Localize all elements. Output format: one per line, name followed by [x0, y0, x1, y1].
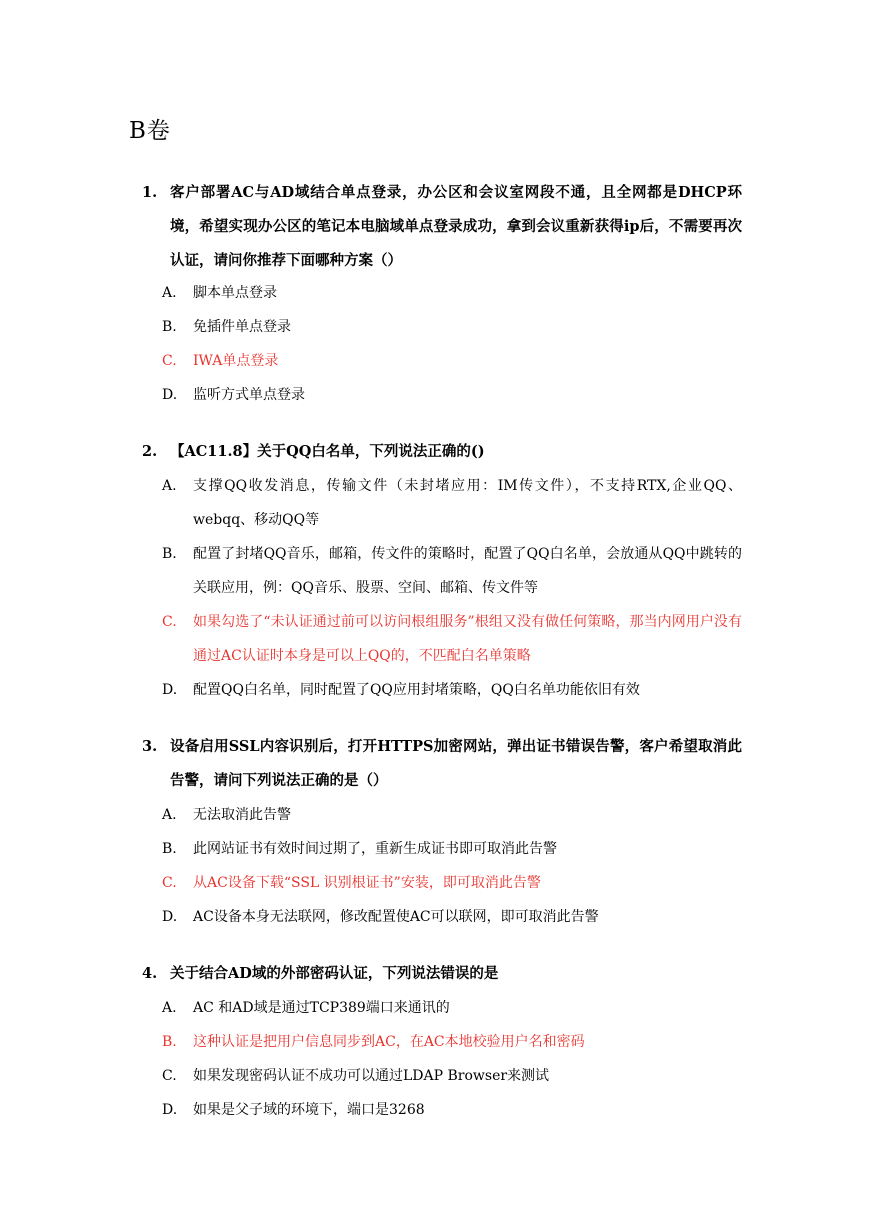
option-c-correct: [162, 866, 742, 900]
option-text: 脚本单点登录: [193, 285, 277, 301]
option-letter: D.: [162, 1102, 178, 1118]
option-letter: A.: [162, 285, 177, 301]
option-text: 此网站证书有效时间过期了，重新生成证书即可取消此告警: [193, 841, 557, 857]
question-number: 3.: [142, 738, 158, 755]
question-text: 【AC11.8】关于QQ白名单，下列说法正确的(): [170, 443, 485, 460]
option-text: 如果是父子域的环境下，端口是3268: [193, 1102, 425, 1118]
option-letter: D.: [162, 909, 178, 925]
option-c-correct: [162, 605, 742, 673]
option-letter: A.: [162, 478, 177, 494]
option-d: [162, 900, 742, 934]
option-text: 无法取消此告警: [193, 807, 291, 823]
option-text: 如果发现密码认证不成功可以通过LDAP Browser来测试: [193, 1068, 550, 1084]
option-text: 配置了封堵QQ音乐，邮箱，传文件的策略时，配置了QQ白名单，会放通从QQ中跳转的关联应用，例：QQ音乐、股票、空间、邮箱、传文件等: [193, 546, 742, 596]
option-b-correct: [162, 1025, 742, 1059]
question-number: 4.: [142, 965, 158, 982]
option-letter: A.: [162, 807, 177, 823]
question-3: [142, 730, 742, 798]
question-number: 1.: [142, 184, 158, 201]
option-a: [162, 798, 742, 832]
option-letter: A.: [162, 1000, 177, 1016]
option-d: [162, 378, 742, 412]
option-b: [162, 537, 742, 605]
option-text: 支撑QQ收发消息，传输文件（未封堵应用：IM传文件），不支持RTX,企业QQ、webqq、移动QQ等: [193, 478, 742, 528]
option-text: 如果勾选了“未认证通过前可以访问根组服务”根组又没有做任何策略，那当内网用户没有通过AC认证时本身是可以上QQ的，不匹配白名单策略: [193, 614, 742, 664]
paper-title: B卷: [129, 118, 171, 144]
question-text: 关于结合AD域的外部密码认证，下列说法错误的是: [170, 965, 499, 982]
option-text: 免插件单点登录: [193, 319, 291, 335]
option-b: [162, 832, 742, 866]
question-text: 设备启用SSL内容识别后，打开HTTPS加密网站，弹出证书错误告警，客户希望取消此告警，请问下列说法正确的是（）: [170, 738, 742, 789]
question-1: [142, 176, 742, 278]
question-2: [142, 435, 742, 469]
option-text: AC设备本身无法联网，修改配置使AC可以联网，即可取消此告警: [193, 909, 599, 925]
option-letter: B.: [162, 841, 177, 857]
option-text: 监听方式单点登录: [193, 387, 305, 403]
question-4: [142, 957, 742, 991]
option-d: [162, 1093, 742, 1127]
option-a: [162, 469, 742, 537]
option-a: [162, 991, 742, 1025]
option-letter: C.: [162, 1068, 177, 1084]
question-text: 客户部署AC与AD域结合单点登录，办公区和会议室网段不通，且全网都是DHCP环境，希望实现办公区的笔记本电脑域单点登录成功，拿到会议重新获得ip后，不需要再次认证，请问你推荐下面哪种方案（）: [170, 184, 742, 269]
option-letter: D.: [162, 682, 178, 698]
option-c: [162, 1059, 742, 1093]
option-letter: C.: [162, 614, 177, 630]
option-letter: C.: [162, 875, 177, 891]
option-text: 配置QQ白名单，同时配置了QQ应用封堵策略，QQ白名单功能依旧有效: [193, 682, 640, 698]
option-letter: B.: [162, 546, 177, 562]
option-text: AC 和AD域是通过TCP389端口来通讯的: [193, 1000, 450, 1016]
option-c-correct: [162, 344, 742, 378]
option-letter: B.: [162, 1034, 177, 1050]
option-letter: C.: [162, 353, 177, 369]
option-text: IWA单点登录: [193, 353, 279, 369]
option-letter: D.: [162, 387, 178, 403]
option-letter: B.: [162, 319, 177, 335]
option-b: [162, 310, 742, 344]
question-number: 2.: [142, 443, 158, 460]
option-text: 这种认证是把用户信息同步到AC，在AC本地校验用户名和密码: [193, 1034, 585, 1050]
option-d: [162, 673, 742, 707]
option-a: [162, 276, 742, 310]
option-text: 从AC设备下载“SSL 识别根证书”安装，即可取消此告警: [193, 875, 541, 891]
